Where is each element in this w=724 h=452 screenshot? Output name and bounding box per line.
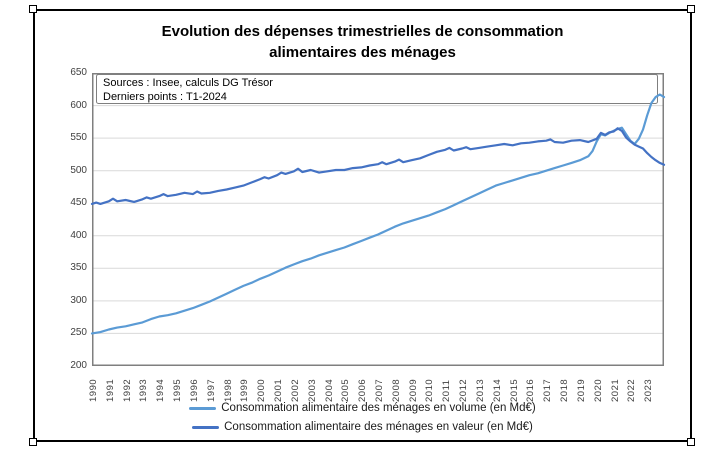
x-tick-label: 2007 — [374, 378, 385, 402]
chart-object-frame[interactable] — [33, 9, 692, 442]
legend-swatch-volume — [189, 407, 216, 410]
x-tick-label: 2017 — [542, 378, 554, 402]
x-tick-label: 2000 — [256, 378, 268, 402]
legend-swatch-valeur — [192, 426, 219, 429]
x-tick-label: 2003 — [306, 378, 318, 402]
x-tick-label: 2009 — [407, 378, 419, 402]
source-annotation — [103, 76, 273, 104]
y-axis-labels — [35, 11, 87, 440]
selection-handle-top-right[interactable] — [687, 5, 695, 13]
x-tick-label: 2002 — [289, 378, 301, 402]
y-tick-label: 400 — [70, 229, 87, 241]
x-tick-label: 2023 — [643, 378, 655, 402]
selection-handle-bottom-left[interactable] — [29, 438, 37, 446]
y-tick-label: 550 — [70, 132, 87, 144]
x-tick-label: 1998 — [222, 378, 234, 402]
x-tick-label: 2004 — [323, 378, 335, 402]
chart-plot-svg — [92, 73, 664, 366]
y-tick-label: 600 — [70, 99, 87, 111]
y-tick-label: 250 — [70, 327, 87, 339]
x-tick-label: 2006 — [357, 378, 369, 402]
chart-title — [35, 21, 690, 63]
x-tick-label: 2012 — [458, 378, 470, 402]
x-tick-label: 1992 — [121, 378, 133, 402]
x-tick-label: 1990 — [88, 378, 99, 402]
x-tick-label: 1996 — [188, 378, 200, 402]
legend-item-valeur[interactable] — [192, 421, 533, 433]
x-tick-label: 2008 — [390, 378, 402, 402]
selection-handle-bottom-right[interactable] — [687, 438, 695, 446]
x-tick-label: 1993 — [138, 378, 150, 402]
x-tick-label: 2016 — [525, 378, 537, 402]
x-tick-label: 2001 — [273, 378, 285, 402]
x-tick-label: 1994 — [155, 378, 167, 402]
annotation-derniers-points: Derniers points : T1-2024 — [103, 91, 227, 104]
x-tick-label: 2018 — [559, 378, 571, 402]
y-tick-label: 450 — [70, 197, 87, 209]
x-tick-label: 1991 — [104, 378, 116, 402]
x-tick-label: 2005 — [340, 378, 352, 402]
chart-title-line1: Evolution des dépenses trimestrielles de consommation — [161, 23, 564, 40]
x-tick-label: 2010 — [424, 378, 436, 402]
x-tick-label: 2022 — [626, 378, 638, 402]
legend-label-valeur: Consommation alimentaire des ménages en valeur (en Md€) — [224, 421, 533, 433]
x-tick-label: 2021 — [609, 378, 621, 402]
legend-label-volume: Consommation alimentaire des ménages en volume (en Md€) — [221, 402, 536, 414]
x-tick-label: 2019 — [575, 378, 587, 402]
x-tick-label: 1995 — [172, 378, 184, 402]
y-tick-label: 300 — [70, 294, 87, 306]
y-tick-label: 350 — [70, 262, 87, 274]
x-tick-label: 1999 — [239, 378, 251, 402]
annotation-sources: Sources : Insee, calculs DG Trésor — [103, 77, 273, 89]
x-tick-label: 2015 — [508, 378, 520, 402]
selection-handle-top-left[interactable] — [29, 5, 37, 13]
x-tick-label: 1997 — [205, 378, 217, 402]
legend-item-volume[interactable] — [189, 402, 536, 414]
x-tick-label: 2014 — [491, 378, 503, 402]
chart-legend — [35, 402, 690, 433]
chart-title-line2: alimentaires des ménages — [269, 44, 456, 61]
x-tick-label: 2020 — [592, 378, 604, 402]
x-tick-label: 2013 — [474, 378, 486, 402]
plot-area — [92, 73, 664, 366]
x-tick-label: 2011 — [441, 379, 453, 402]
y-tick-label: 500 — [70, 164, 87, 176]
y-tick-label: 200 — [70, 360, 87, 371]
y-tick-label: 650 — [70, 67, 87, 78]
